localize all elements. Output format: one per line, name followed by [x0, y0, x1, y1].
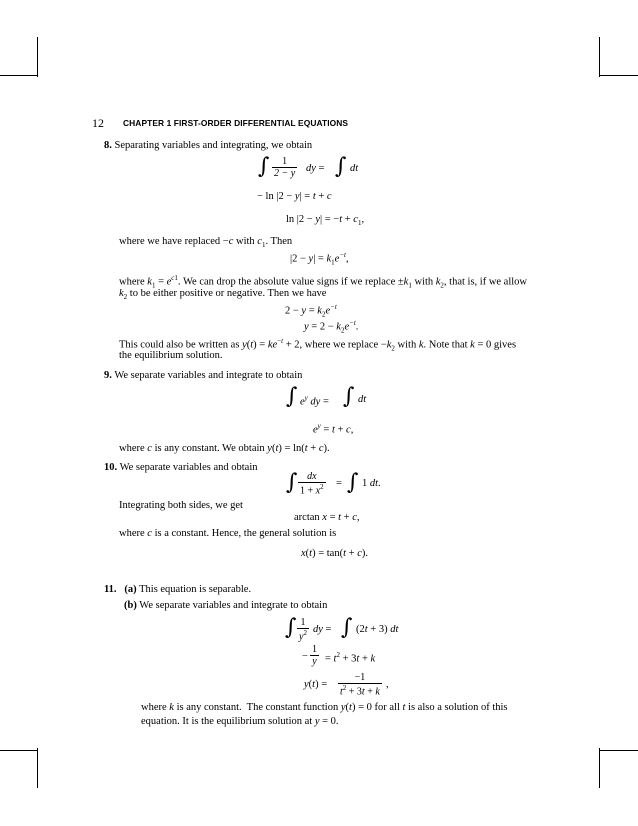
integral-sign: ∫ — [341, 615, 353, 640]
part-label: (a) — [124, 584, 137, 595]
integral-sign: ∫ — [286, 384, 298, 409]
part-label: (b) — [124, 600, 137, 611]
problem-10 — [104, 462, 258, 473]
equation-8-4: $|2 - y| = k_1e^{-t}$, — [290, 251, 349, 267]
paragraph: where $k_1 = e^{c1}$. We can drop the absolute value signs if we replace $\pm k_1$ with $k_2$, that is, if we allow — [119, 274, 528, 290]
chapter-title: CHAPTER 1 FIRST-ORDER DIFFERENTIAL EQUATIONS — [123, 118, 349, 128]
crop-mark — [37, 748, 38, 788]
crop-mark — [600, 75, 638, 76]
integral-sign: ∫ — [343, 384, 355, 409]
problem-number: 11. — [104, 584, 117, 595]
equation-11-2: − $\frac{1}{y}$ = $t^2 + 3t + k$ — [302, 644, 376, 667]
crop-mark — [600, 750, 638, 751]
equation-10-2: arctan x = t + c, — [294, 512, 360, 523]
equation-9-2: $e^y = t + c$, — [313, 422, 354, 436]
equation-8-3: $\ln |2 - y| = -t + c_1$, — [286, 214, 365, 228]
paragraph: where c is any constant. We obtain y(t) = ln(t + c). — [119, 443, 330, 454]
problem-number: 10. — [104, 462, 118, 473]
part-text: We separate variables and integrate to obtain — [139, 600, 328, 611]
integral-sign: ∫ — [286, 470, 298, 495]
problem-9 — [104, 370, 302, 381]
paragraph: This could also be written as $y(t) = ke^{-t} + 2$, where we replace $-k_2$ with k. Note that k = 0 gives — [119, 337, 517, 353]
equation-11-3: y(t) = $\frac{-1}{t^2 + 3t + k}$ , — [304, 672, 389, 698]
paragraph: where we have replaced −c with $c_1$. Then — [119, 236, 293, 250]
problem-number: 9. — [104, 370, 112, 381]
paragraph: $k_2$ to be either positive or negative. Then we have — [119, 288, 327, 302]
equation-8-6: $y = 2 - k_2e^{-t}$. — [304, 319, 359, 335]
crop-mark — [0, 75, 38, 76]
problem-intro: We separate variables and obtain — [119, 462, 258, 473]
page-number: 12 — [92, 116, 104, 130]
problem-intro: We separate variables and integrate to obtain — [114, 370, 303, 381]
problem-number: 8. — [104, 140, 112, 151]
crop-mark — [0, 750, 38, 751]
equation-11-1: ∫ $\frac{1}{y^2}$ dy = ∫ (2t + 3) dt — [285, 615, 399, 643]
problem-11 — [104, 584, 251, 595]
integral-sign: ∫ — [347, 470, 359, 495]
integral-sign: ∫ — [258, 154, 270, 179]
equation-8-1: ∫ $\frac{1}{2 - y}$ dy = ∫ dt — [258, 154, 359, 179]
equation-8-2: − ln |2 − y| = t + c — [257, 191, 332, 202]
integral-sign: ∫ — [285, 615, 297, 640]
paragraph: equation. It is the equilibrium solution at y = 0. — [141, 716, 339, 727]
paragraph: where c is a constant. Hence, the general solution is — [119, 528, 337, 539]
part-text: This equation is separable. — [139, 584, 252, 595]
problem-11-part-b — [124, 600, 327, 611]
paragraph: the equilibrium solution. — [119, 350, 223, 361]
equation-9-1: ∫ $e^y$ dy = ∫ dt — [286, 384, 367, 409]
integral-sign: ∫ — [335, 154, 347, 179]
problem-8 — [104, 140, 312, 151]
crop-mark — [37, 37, 38, 77]
problem-intro: Separating variables and integrating, we obtain — [114, 140, 313, 151]
equation-10-3: x(t) = tan(t + c). — [301, 548, 368, 559]
paragraph: where k is any constant. The constant function y(t) = 0 for all t is also a solution of this — [141, 702, 508, 713]
equation-10-1: ∫ $\frac{dx}{1 + x^2}$ = ∫ 1 dt. — [286, 470, 381, 497]
equation-8-5: $2 - y = k_2e^{-t}$ — [285, 303, 337, 319]
crop-mark — [599, 37, 600, 77]
paragraph: Integrating both sides, we get — [119, 500, 243, 511]
crop-mark — [599, 748, 600, 788]
